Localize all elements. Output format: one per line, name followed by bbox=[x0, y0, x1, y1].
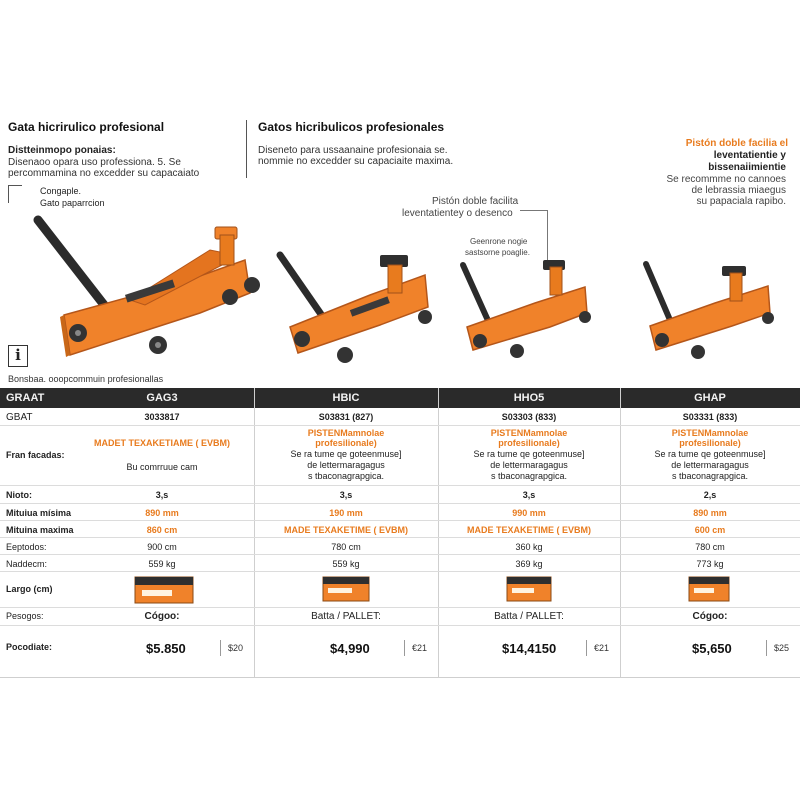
callout-center-1: Pistón doble facilita bbox=[432, 196, 519, 207]
table-cell: 3,s bbox=[339, 490, 353, 500]
table-cell: PISTENMamnolae bbox=[307, 428, 385, 438]
table-cell: 3033817 bbox=[144, 412, 180, 422]
table-row bbox=[0, 608, 800, 626]
left-header-body-1: Disenaoo opara uso professiona. 5. Se bbox=[8, 157, 181, 168]
price-code: €21 bbox=[412, 643, 428, 653]
row-label: Mituiua mísima bbox=[6, 508, 72, 518]
table-cell: S03831 (827) bbox=[318, 412, 374, 422]
floor-jack-image-4 bbox=[640, 258, 780, 363]
table-cell: 3,s bbox=[522, 490, 536, 500]
price-divider bbox=[404, 640, 405, 656]
callout-center-small-2: sastsorne poaglie. bbox=[465, 248, 530, 257]
callout-right-2: leventatientie y bbox=[713, 150, 786, 161]
left-note-2: Gato paparrcion bbox=[40, 198, 105, 208]
price-code: €21 bbox=[594, 643, 610, 653]
price-divider bbox=[766, 640, 767, 656]
table-row bbox=[0, 538, 800, 555]
table-cell: s tbaconagrapgica. bbox=[490, 471, 568, 481]
table-header-col-2: HBIC bbox=[332, 392, 360, 404]
price-code: $25 bbox=[774, 643, 790, 653]
price-value: $5,650 bbox=[692, 641, 732, 656]
table-row bbox=[0, 572, 800, 608]
table-row bbox=[0, 426, 800, 486]
table-cell: 360 kg bbox=[515, 542, 543, 552]
price-divider bbox=[586, 640, 587, 656]
table-cell: 773 kg bbox=[696, 559, 724, 569]
left-note-1: Congaple. bbox=[40, 186, 82, 196]
table-cell: 190 mm bbox=[329, 508, 363, 518]
table-cell: Batta / PALLET: bbox=[311, 611, 381, 622]
right-header-body-2: nommie no excedder su capaciaite maxima. bbox=[258, 156, 454, 167]
row-label: Eeptodos: bbox=[6, 542, 47, 552]
row-label: Nioto: bbox=[6, 490, 32, 500]
callout-right-4: Se recommme no cannoes bbox=[666, 174, 786, 185]
table-cell: 860 cm bbox=[146, 525, 178, 535]
table-cell: Cógoo: bbox=[144, 611, 180, 622]
row-label: GBAT bbox=[6, 412, 33, 423]
floor-jack-image-1 bbox=[30, 205, 270, 365]
icon-caption: Bonsbaa. ooopcommuin profesionallas bbox=[8, 374, 164, 384]
price-divider bbox=[220, 640, 221, 656]
floor-jack-image-3 bbox=[455, 255, 600, 365]
price-value: $4,990 bbox=[330, 641, 370, 656]
table-cell: PISTENMamnolae bbox=[671, 428, 749, 438]
table-cell: Se ra tume qe goteenmuse] bbox=[290, 449, 402, 459]
table-cell: s tbaconagrapgica. bbox=[307, 471, 385, 481]
price-value: $5.850 bbox=[146, 641, 186, 656]
table-row bbox=[0, 521, 800, 538]
callout-line bbox=[520, 210, 548, 211]
table-cell: MADE TEXAKETIME ( EVBM) bbox=[283, 525, 408, 535]
callout-right-1: Pistón doble facilia el bbox=[685, 138, 788, 149]
table-cell: Batta / PALLET: bbox=[494, 611, 564, 622]
row-label: Naddecm: bbox=[6, 559, 48, 569]
table-cell: 2,s bbox=[703, 490, 717, 500]
table-cell: 559 kg bbox=[332, 559, 360, 569]
table-cell: 990 mm bbox=[512, 508, 546, 518]
table-cell: de lettermaragagus bbox=[490, 460, 568, 470]
table-cell: 600 cm bbox=[694, 525, 726, 535]
table-cell: MADET TEXAKETIAME ( EVBM) bbox=[94, 438, 230, 448]
product-box-image bbox=[506, 576, 552, 602]
table-cell: de lettermaragagus bbox=[671, 460, 749, 470]
callout-right-5: de lebrassia miaegus bbox=[691, 185, 786, 196]
table-header-col-1: GAG3 bbox=[146, 392, 178, 404]
table-cell: 780 cm bbox=[695, 542, 725, 552]
table-row bbox=[0, 486, 800, 504]
price-value: $14,4150 bbox=[502, 641, 557, 656]
table-cell: 780 cm bbox=[331, 542, 361, 552]
product-box-image bbox=[322, 576, 370, 602]
right-header-title: Gatos hicribulicos profesionales bbox=[258, 120, 445, 134]
table-cell: 559 kg bbox=[148, 559, 176, 569]
floor-jack-image-2 bbox=[270, 245, 440, 370]
row-label: Pesogos: bbox=[6, 611, 44, 621]
table-row bbox=[0, 408, 800, 426]
table-cell: profesilionale) bbox=[315, 438, 377, 448]
table-cell: Se ra tume qe goteenmuse] bbox=[654, 449, 766, 459]
row-label: Fran facadas: bbox=[6, 450, 65, 460]
header-divider bbox=[246, 120, 247, 178]
callout-right-3: bissenaiimientie bbox=[708, 162, 786, 173]
table-cell: S03303 (833) bbox=[501, 412, 557, 422]
table-cell: 890 mm bbox=[693, 508, 727, 518]
table-row bbox=[0, 626, 800, 678]
row-label: Largo (cm) bbox=[6, 584, 53, 594]
table-header-col-4: GHAP bbox=[694, 392, 726, 404]
callout-right-6: su papaciala rapibo. bbox=[696, 196, 786, 207]
price-code: $20 bbox=[228, 643, 244, 653]
bracket-mark bbox=[8, 185, 22, 203]
left-header-body-2: percommamina no excedder su capacaiato bbox=[8, 168, 200, 179]
row-label: Pocodiate: bbox=[6, 642, 53, 652]
table-cell: S03331 (833) bbox=[682, 412, 738, 422]
table-header bbox=[0, 388, 800, 408]
table-cell: de lettermaragagus bbox=[307, 460, 385, 470]
row-label: Mituina maxima bbox=[6, 525, 74, 535]
product-box-image bbox=[134, 576, 194, 604]
table-cell: 900 cm bbox=[147, 542, 177, 552]
callout-center-2: leventatientey o desenco bbox=[402, 208, 513, 219]
table-cell: Cógoo: bbox=[692, 611, 728, 622]
info-icon: i bbox=[8, 345, 28, 367]
table-cell: Se ra tume qe goteenmuse] bbox=[473, 449, 585, 459]
table-row bbox=[0, 555, 800, 572]
table-cell: profesilionale) bbox=[498, 438, 560, 448]
table-cell: Bu comrruue cam bbox=[126, 462, 198, 472]
table-header-col-3: HHO5 bbox=[513, 392, 545, 404]
table-row bbox=[0, 504, 800, 521]
table-cell: 890 mm bbox=[145, 508, 179, 518]
callout-center-small-1: Geenrone nogie bbox=[470, 237, 528, 246]
table-header-label: GRAAT bbox=[6, 392, 45, 404]
left-header-subtitle: Distteinmopo ponaias: bbox=[8, 145, 116, 156]
table-cell: MADE TEXAKETIME ( EVBM) bbox=[466, 525, 591, 535]
product-box-image bbox=[688, 576, 730, 602]
table-cell: PISTENMamnolae bbox=[490, 428, 568, 438]
table-cell: 369 kg bbox=[515, 559, 543, 569]
right-header-body-1: Diseneto para ussaanaine profesionaia se. bbox=[258, 145, 448, 156]
left-header-title: Gata hicrirulico profesional bbox=[8, 120, 165, 134]
table-cell: s tbaconagrapgica. bbox=[671, 471, 749, 481]
table-cell: profesilionale) bbox=[679, 438, 741, 448]
table-cell: 3,s bbox=[155, 490, 169, 500]
